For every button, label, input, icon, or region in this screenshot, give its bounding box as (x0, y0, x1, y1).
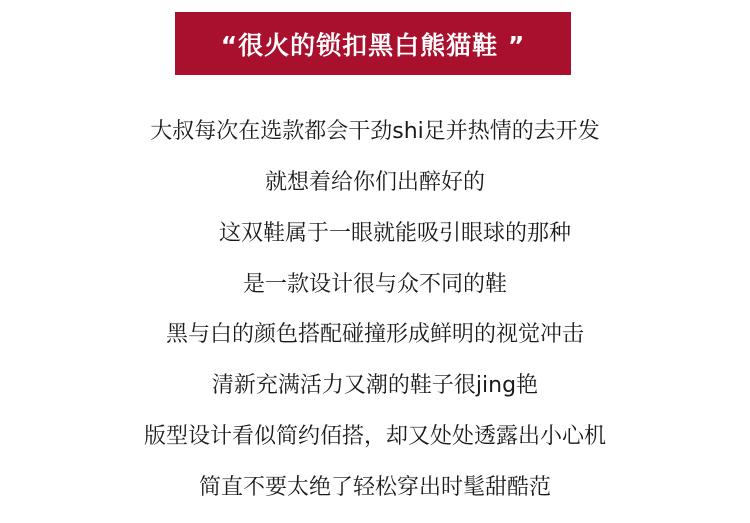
description-line: 这双鞋属于一眼就能吸引眼球的那种 (218, 221, 571, 246)
description-line: 是一款设计很与众不同的鞋 (242, 272, 507, 297)
description-line: 就想着给你们出醉好的 (264, 170, 485, 195)
description-line: 清新充满活力又潮的鞋子很jing艳 (211, 373, 539, 398)
description-line: 版型设计看似简约佰搭，却又处处透露出小心机 (143, 424, 606, 449)
description-line: 大叔每次在选款都会干劲shi足并热情的去开发 (150, 119, 600, 144)
description-line: 黑与白的颜色搭配碰撞形成鲜明的视觉冲击 (165, 322, 584, 347)
page-title: “很火的锁扣黑白熊猫鞋 ” (220, 30, 526, 60)
description-line: 简直不要太绝了轻松穿出时髦甜酷范 (198, 475, 551, 500)
